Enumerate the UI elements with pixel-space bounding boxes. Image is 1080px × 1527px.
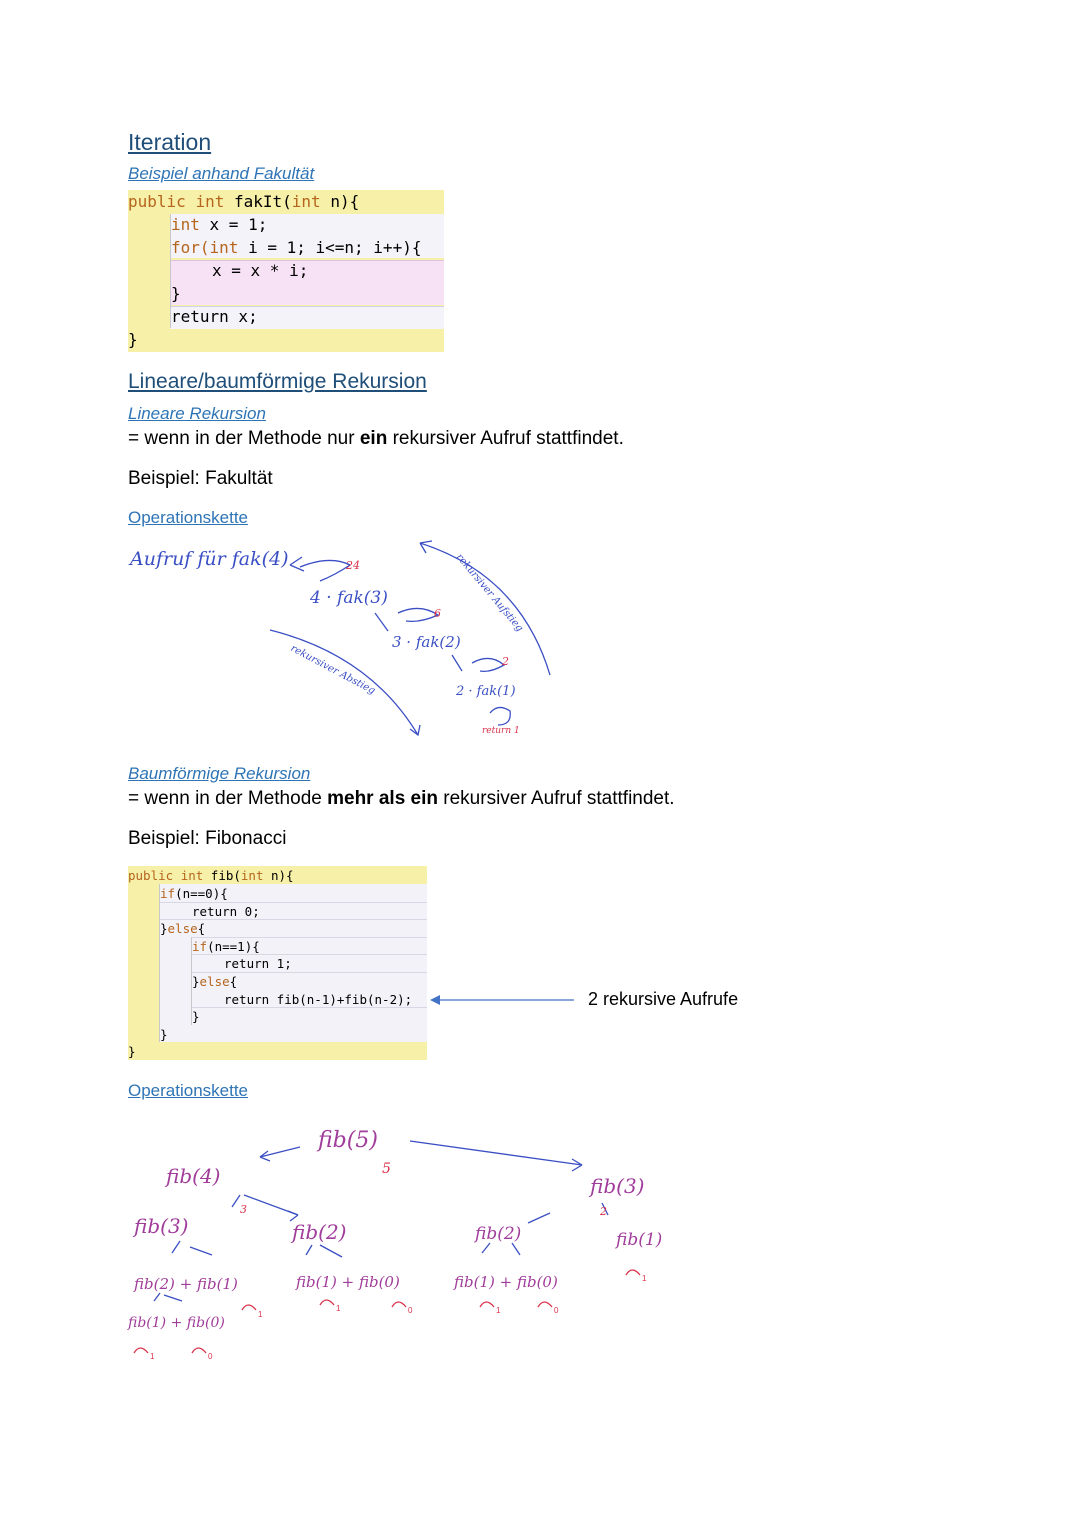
sketch-result-6: 6 [434,607,441,620]
sketch-call-text: Aufruf für fak(4) [130,548,289,570]
edge-3-2 [172,1241,180,1253]
fib-node-3b: fib(3) [590,1174,645,1198]
edge-2-1 [154,1293,160,1301]
fib-node-2a: fib(2) [292,1220,347,1244]
fib-leaves-c: fib(1) + fib(0) [454,1273,558,1291]
code-line: if(n==1){ [192,939,260,954]
sketch-result-2: 2 [502,655,509,668]
tree-recursion-definition: = wenn in der Methode mehr als ein rekursiver Aufruf stattfindet. [128,788,675,809]
annotation-arrow [426,990,576,1010]
fib-result-2: 2 [600,1205,607,1218]
sketch-step-1: 4 · fak(3) [310,588,388,608]
edge-5-3 [410,1141,582,1165]
return-value-1: 1 [258,1310,263,1319]
code-line: } [160,1027,168,1042]
return-value-1: 1 [642,1274,647,1283]
code-line: x = x * i; [212,261,309,280]
fib-result-3: 3 [240,1203,247,1216]
fib-node-1b: fib(1) [616,1230,663,1250]
code-line: } [128,1044,136,1059]
arrow-return-24 [300,560,350,567]
sketch-descent-label: rekursiver Abstieg [288,642,377,697]
fib-node-4: fib(4) [166,1164,221,1188]
fib-root: fib(5) [318,1128,378,1153]
sketch-step-3: 2 · fak(1) [456,684,516,699]
linear-recursion-subheading: Lineare Rekursion [128,404,266,423]
tree-example: Beispiel: Fibonacci [128,828,287,849]
linear-recursion-definition: = wenn in der Methode nur ein rekursiver Aufruf stattfindet. [128,428,624,449]
return-loop [490,707,510,725]
return-loop-icon [392,1302,406,1307]
return-loop-icon [480,1302,494,1307]
return-value-0: 0 [554,1306,559,1315]
edge-2c-1 [482,1243,490,1253]
fib-leaves-b: fib(1) + fib(0) [296,1273,400,1291]
return-loop-icon [242,1305,256,1310]
code-line: }else{ [160,921,206,936]
edge-2c-0 [512,1243,520,1255]
code-line: } [192,1009,200,1024]
sketch-step-2: 3 · fak(2) [392,633,461,651]
iteration-heading: Iteration [128,129,212,155]
edge-4-3 [232,1195,240,1207]
return-value-1: 1 [336,1304,341,1313]
tree-recursion-subheading: Baumförmige Rekursion [128,764,311,783]
arrow-return-6 [398,608,438,621]
return-loop-icon [192,1348,206,1353]
return-value-0: 0 [408,1306,413,1315]
return-value-1: 1 [150,1352,155,1361]
code-line: return x; [171,307,258,326]
return-loop-icon [134,1348,148,1353]
fib-leaves-d: fib(1) + fib(0) [128,1315,225,1331]
fib-result-5: 5 [382,1161,391,1177]
code-block-fib [128,866,427,1060]
code-line: }else{ [192,974,238,989]
factorial-sketch [120,535,580,745]
return-loop-icon [320,1300,334,1305]
code-line: public int fakIt(int n){ [128,192,360,211]
arrow-call-3 [375,613,388,631]
code-line: if(n==0){ [160,886,228,901]
fibonacci-tree-sketch [120,1115,700,1375]
code-line: int x = 1; [171,215,268,234]
edge-2b-0 [320,1245,342,1257]
sketch-ascent-label: rekursiver Aufstieg [453,551,526,634]
fib-leaves-a: fib(2) + fib(1) [134,1275,238,1293]
edge-2b-1 [306,1245,312,1255]
sketch-return-1: return 1 [482,726,520,736]
edge-3-1 [190,1247,212,1255]
sketch-result-24: 24 [346,559,360,572]
edge-2-0 [164,1295,182,1301]
code-line-recursive-call: return fib(n-1)+fib(n-2); [224,992,413,1007]
fib-node-2b: fib(2) [475,1224,522,1244]
arrow-return-2 [472,658,504,671]
return-loop-icon [626,1270,640,1275]
code-line: } [171,284,181,303]
code-line: } [128,330,138,349]
fib-node-3a: fib(3) [134,1214,189,1238]
recursive-calls-annotation: 2 rekursive Aufrufe [588,989,739,1009]
iteration-subheading: Beispiel anhand Fakultät [128,164,315,183]
linear-example: Beispiel: Fakultät [128,468,273,489]
code-line: return 1; [224,956,292,971]
return-value-0: 0 [208,1352,213,1361]
recursion-heading: Lineare/baumförmige Rekursion [128,370,427,393]
code-block-fakit [128,190,444,352]
return-value-1: 1 [496,1306,501,1315]
code-line: public int fib(int n){ [128,868,294,883]
code-line: return 0; [192,904,260,919]
edge-3b-2 [528,1213,550,1223]
code-line: for(int i = 1; i<=n; i++){ [171,238,422,257]
linear-chain-label: Operationskette [128,508,249,527]
return-loop-icon [538,1302,552,1307]
arrow-call-2 [452,655,462,671]
tree-chain-label: Operationskette [128,1081,249,1100]
